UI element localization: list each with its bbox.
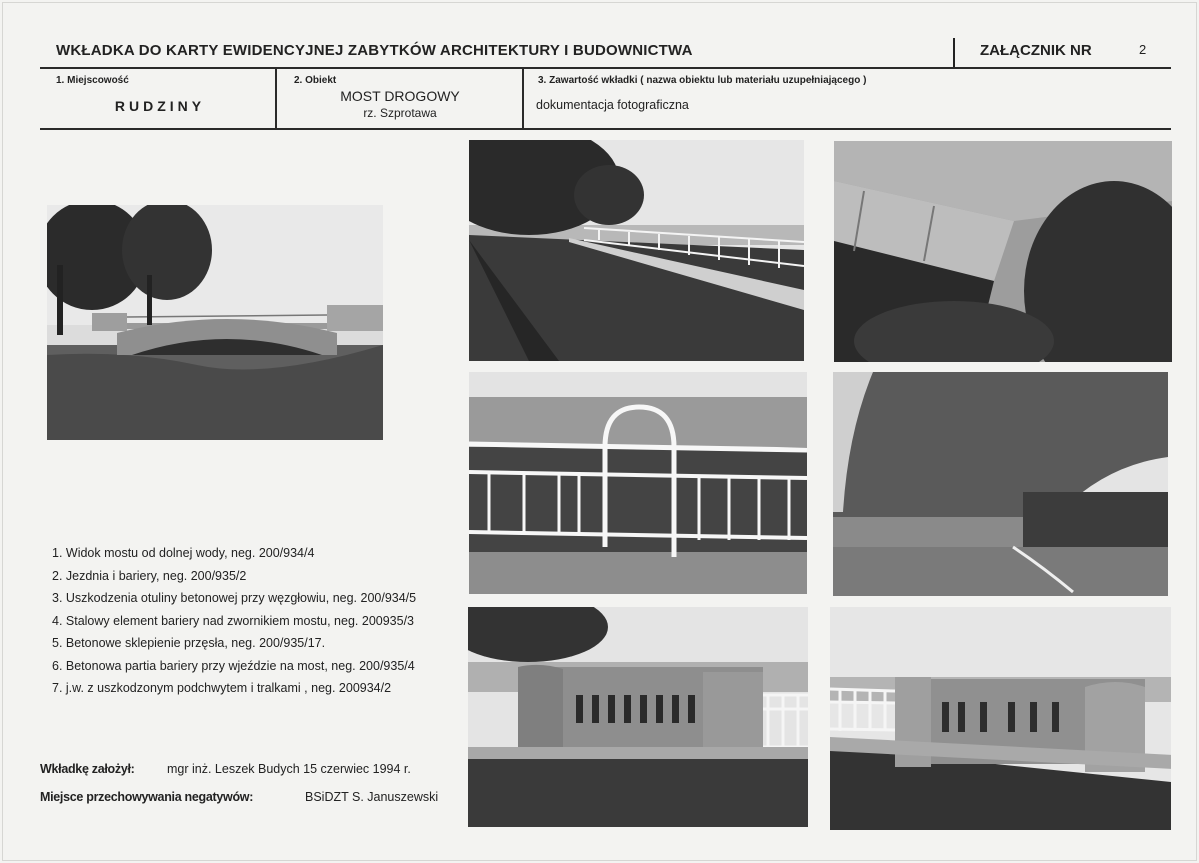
content-value: dokumentacja fotograficzna bbox=[536, 98, 689, 112]
caption-2: 2. Jezdnia i bariery, neg. 200/935/2 bbox=[52, 568, 247, 583]
photo-bridge-downstream bbox=[47, 205, 383, 440]
caption-4: 4. Stalowy element bariery nad zwornikiem mostu, neg. 200935/3 bbox=[52, 613, 414, 628]
photo-span-vault bbox=[833, 372, 1168, 596]
attachment-label: ZAŁĄCZNIK NR bbox=[980, 42, 1092, 59]
photo-steel-barrier bbox=[469, 372, 807, 594]
caption-5: 5. Betonowe sklepienie przęsła, neg. 200/935/17. bbox=[52, 636, 326, 650]
photo-roadway-barriers bbox=[469, 140, 804, 361]
photo-barrier-entrance bbox=[468, 607, 808, 827]
field-divider-1 bbox=[275, 68, 277, 130]
object-value: MOST DROGOWY bbox=[340, 88, 460, 104]
caption-1: 1. Widok mostu od dolnej wody, neg. 200/934/4 bbox=[52, 546, 315, 560]
object-label: 2. Obiekt bbox=[294, 75, 337, 86]
header-rule-bottom bbox=[40, 128, 1171, 130]
attachment-number: 2 bbox=[1139, 42, 1147, 57]
place-label: 1. Miejscowość bbox=[56, 75, 129, 86]
field-divider-2 bbox=[522, 68, 524, 130]
header-divider bbox=[953, 38, 955, 68]
photo-abutment-damage bbox=[834, 141, 1172, 362]
author-value: mgr inż. Leszek Budych 15 czerwiec 1994 r. bbox=[167, 762, 411, 776]
photo-captions-list bbox=[52, 542, 416, 700]
caption-6: 6. Betonowa partia bariery przy wjeździe na most, neg. 200/935/4 bbox=[52, 658, 415, 673]
storage-label: Miejsce przechowywania negatywów: bbox=[40, 790, 254, 804]
place-value: RUDZINY bbox=[114, 98, 206, 114]
photo-damaged-handrail bbox=[830, 607, 1171, 830]
caption-3: 3. Uszkodzenia otuliny betonowej przy węzgłowiu, neg. 200/934/5 bbox=[52, 591, 417, 605]
header-rule-top bbox=[40, 67, 1171, 69]
author-label: Wkładkę założył: bbox=[40, 762, 135, 776]
content-label: 3. Zawartość wkładki ( nazwa obiektu lub materiału uzupełniającego ) bbox=[538, 75, 867, 86]
caption-7: 7. j.w. z uszkodzonym podchwytem i tralkami , neg. 200934/2 bbox=[52, 681, 392, 695]
form-title: WKŁADKA DO KARTY EWIDENCYJNEJ ZABYTKÓW ARCHITEKTURY I BUDOWNICTWA bbox=[56, 42, 693, 59]
object-river: rz. Szprotawa bbox=[363, 106, 437, 120]
storage-value: BSiDZT S. Januszewski bbox=[305, 790, 439, 804]
